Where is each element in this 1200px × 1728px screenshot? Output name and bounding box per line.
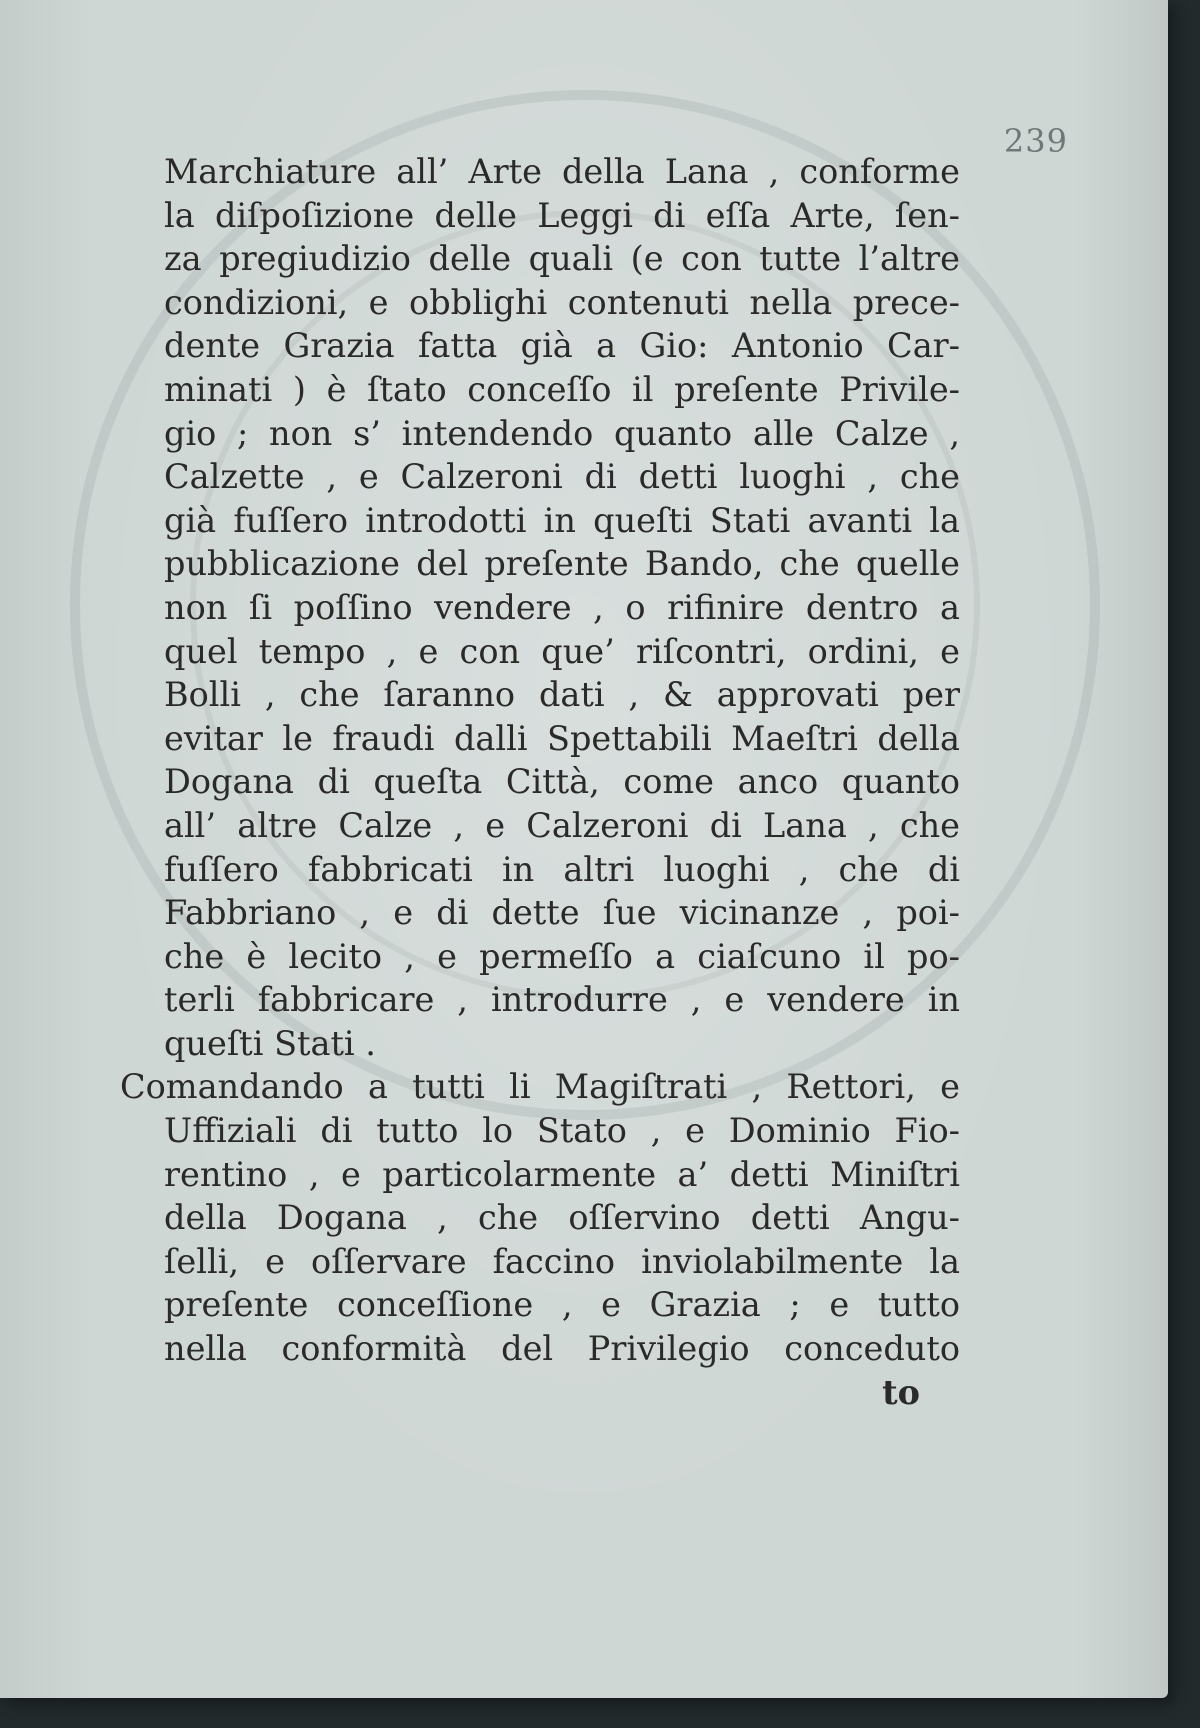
text-line: fuſſero fabbricati in altri luoghi , che di xyxy=(164,849,960,889)
text-line: terli fabbricare , introdurre , e vendere in xyxy=(164,980,960,1020)
text-line: Calzette , e Calzeroni di detti luoghi , che xyxy=(164,457,960,497)
text-line: quel tempo , e con que’ riſcontri, ordini, e xyxy=(164,631,960,671)
body-text xyxy=(120,150,960,1414)
text-line: queſti Stati . xyxy=(164,1023,376,1063)
text-line: pubblicazione del preſente Bando, che quelle xyxy=(164,544,960,584)
text-line: nella conformità del Privilegio conceduto xyxy=(164,1329,960,1369)
text-line: ſelli, e oſſervare faccino inviolabilmente la xyxy=(164,1241,960,1281)
text-line: Fabbriano , e di dette ſue vicinanze , poi- xyxy=(164,893,960,933)
text-line: preſente conceſſione , e Grazia ; e tutto xyxy=(164,1285,960,1325)
text-line: dente Grazia fatta già a Gio: Antonio Car- xyxy=(164,326,960,366)
text-line: non ſi poſſino vendere , o rifinire dentro a xyxy=(164,587,960,627)
text-line: la diſpoſizione delle Leggi di eſſa Arte, ſen- xyxy=(164,195,960,235)
text-line: che è lecito , e permeſſo a ciaſcuno il po- xyxy=(164,936,960,976)
text-line: za pregiudizio delle quali (e con tutte l’altre xyxy=(164,239,960,279)
text-line: rentino , e particolarmente a’ detti Miniſtri xyxy=(164,1154,960,1194)
text-line: Dogana di queſta Città, come anco quanto xyxy=(164,762,960,802)
text-line: Uffiziali di tutto lo Stato , e Dominio Fio- xyxy=(164,1111,960,1151)
text-line: Marchiature all’ Arte della Lana , conforme xyxy=(164,152,960,191)
text-line: all’ altre Calze , e Calzeroni di Lana , che xyxy=(164,805,960,845)
page-number: 239 xyxy=(1003,122,1068,160)
text-line: già fuſſero introdotti in queſti Stati avanti la xyxy=(164,500,960,540)
text-line: minati ) è ſtato conceſſo il preſente Privile- xyxy=(164,369,960,409)
text-line: Bolli , che ſaranno dati , & approvati per xyxy=(164,675,960,715)
catchword: to xyxy=(882,1372,920,1412)
text-line: evitar le fraudi dalli Spettabili Maeſtri della xyxy=(164,718,960,758)
text-line: della Dogana , che oſſervino detti Angu- xyxy=(164,1198,960,1238)
text-line: Comandando a tutti li Magiſtrati , Rettori, e xyxy=(120,1067,960,1107)
text-line: gio ; non s’ intendendo quanto alle Calze , xyxy=(164,413,960,453)
text-line: condizioni, e obblighi contenuti nella prece- xyxy=(164,282,960,322)
